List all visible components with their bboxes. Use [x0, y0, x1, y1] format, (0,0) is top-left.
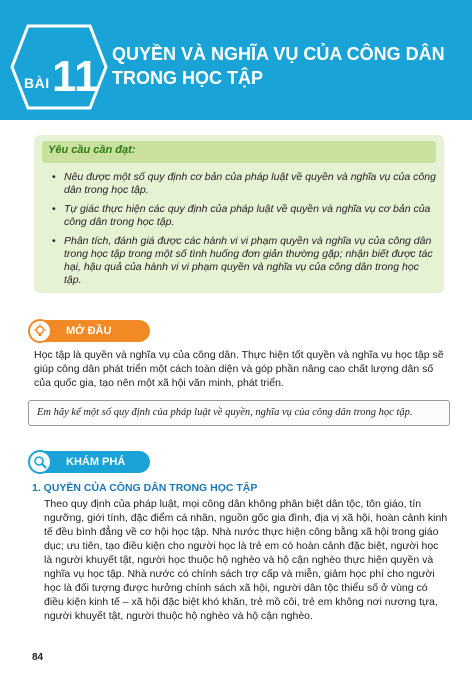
requirements-list	[50, 171, 438, 293]
lesson-number: 11	[52, 52, 99, 101]
requirements-box	[34, 135, 444, 293]
task-box	[28, 400, 450, 426]
lesson-title	[112, 42, 452, 90]
lesson-label: BÀI	[24, 75, 50, 91]
magnifier-icon	[28, 450, 52, 474]
intro-paragraph: Học tập là quyền và nghĩa vụ của công dân. Thực hiện tốt quyền và nghĩa vụ học tập sẽ giúp công dân phát triển một cách toàn diện và góp phần nâng cao chất lượng dân số của quốc gia, tạo nên một xã hội văn minh, phát triển.	[34, 349, 444, 389]
lightbulb-icon	[28, 319, 52, 343]
requirement-item: • Phân tích, đánh giá được các hành vi vi phạm quyền và nghĩa vụ của công dân trong học tập trong một số tình huống đơn giản thường gặp; nhận biết được tác hại, hậu quả của hành vi vi phạm quyền và nghĩa vụ của công dân trong học tập.	[50, 235, 438, 287]
task-text: Em hãy kể một số quy định của pháp luật về quyền, nghĩa vụ của công dân trong học tập.	[37, 407, 413, 418]
section-title: 1. QUYỀN CỦA CÔNG DÂN TRONG HỌC TẬP	[32, 482, 258, 494]
page-number: 84	[32, 652, 44, 663]
body-paragraph: Theo quy định của pháp luật, mọi công dân không phân biệt dân tộc, tôn giáo, tín ngưỡng, giới tính, đặc điểm cá nhân, nguồn gốc gia đình, địa vị xã hội, hoàn cảnh kinh tế đều bình đẳng về cơ hội học tập. Nhà nước thực hiện công bằng xã hội trong giáo dục; ưu tiên, tạo điều kiện cho người học là trẻ em có hoàn cảnh đặc biệt, người học là người khuyết tật, người học thuộc hộ nghèo và hộ cận nghèo thực hiện quyền và nghĩa vụ học tập. Nhà nước có chính sách trợ cấp và miễn, giảm học phí cho người học là đối tượng được hưởng chính sách xã hội, người dân tộc thiểu số ở vùng có điều kiện kinh tế – xã hội đặc biệt khó khăn, trẻ mồ côi, trẻ em không nơi nương tựa, người khuyết tật, người thuộc hộ nghèo và hộ cận nghèo.	[44, 498, 448, 622]
intro-heading: MỞ ĐẦU	[66, 325, 112, 337]
requirements-heading: Yêu cầu cần đạt:	[48, 144, 136, 156]
lesson-title-line2: TRONG HỌC TẬP	[112, 68, 263, 88]
explore-heading-pill	[40, 451, 150, 473]
lesson-badge	[8, 22, 108, 112]
explore-heading: KHÁM PHÁ	[66, 456, 126, 468]
requirement-item: • Tự giác thực hiện các quy định của pháp luật về quyền và nghĩa vụ cơ bản của công dân trong học tập.	[50, 203, 438, 229]
intro-heading-pill	[40, 320, 150, 342]
lesson-title-line1: QUYỀN VÀ NGHĨA VỤ CỦA CÔNG DÂN	[112, 44, 445, 64]
requirement-item: • Nêu được một số quy định cơ bản của pháp luật về quyền và nghĩa vụ của công dân trong học tập.	[50, 171, 438, 197]
lesson-header	[0, 0, 472, 120]
